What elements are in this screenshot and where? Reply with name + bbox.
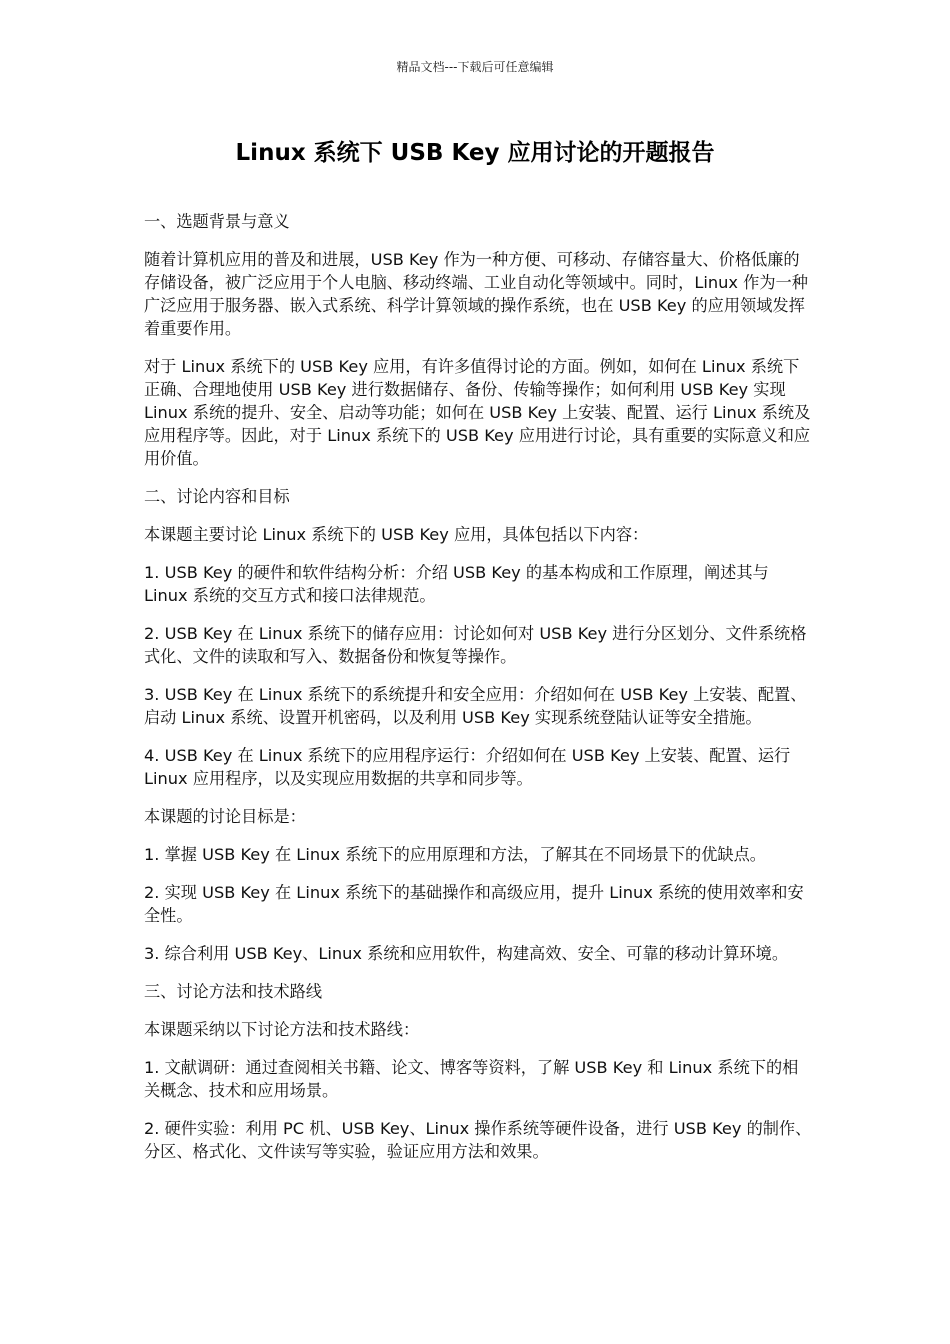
document-title: Linux 系统下 USB Key 应用讨论的开题报告 — [235, 140, 715, 166]
content-item-3: 3. USB Key 在 Linux 系统下的系统提升和安全应用：介绍如何在 USB Key 上安装、配置、启动 Linux 系统、设置开机密码，以及利用 USB Key 实现系统登陆认证等安全措施。 — [144, 685, 807, 727]
section-heading-methods: 三、讨论方法和技术路线 — [144, 982, 323, 1001]
method-item-1: 1. 文献调研：通过查阅相关书籍、论文、博客等资料，了解 USB Key 和 Linux 系统下的相关概念、技术和应用场景。 — [144, 1058, 799, 1100]
content-item-2: 2. USB Key 在 Linux 系统下的储存应用：讨论如何对 USB Key 进行分区划分、文件系统格式化、文件的读取和写入、数据备份和恢复等操作。 — [144, 624, 807, 666]
goal-item-3: 3. 综合利用 USB Key、Linux 系统和应用软件，构建高效、安全、可靠的移动计算环境。 — [144, 944, 789, 963]
paragraph-goals-intro: 本课题的讨论目标是： — [144, 807, 306, 826]
content-item-1: 1. USB Key 的硬件和软件结构分析：介绍 USB Key 的基本构成和工作原理，阐述其与 Linux 系统的交互方式和接口法律规范。 — [144, 563, 769, 605]
method-item-2: 2. 硬件实验：利用 PC 机、USB Key、Linux 操作系统等硬件设备，进行 USB Key 的制作、分区、格式化、文件读写等实验，验证应用方法和效果。 — [144, 1119, 812, 1161]
paragraph-significance: 对于 Linux 系统下的 USB Key 应用，有许多值得讨论的方面。例如，如何在 Linux 系统下正确、合理地使用 USB Key 进行数据储存、备份、传输等操作；如何利用 USB Key 实现 Linux 系统的提升、安全、启动等功能；如何在 USB Key 上安装、配置、运行 Linux 系统及应用程序等。因此，对于 Linux 系统下的 USB Key 应用进行讨论，具有重要的实际意义和应用价值。 — [144, 357, 811, 468]
section-heading-content: 二、讨论内容和目标 — [144, 487, 290, 506]
goal-item-1: 1. 掌握 USB Key 在 Linux 系统下的应用原理和方法，了解其在不同场景下的优缺点。 — [144, 845, 766, 864]
goal-item-2: 2. 实现 USB Key 在 Linux 系统下的基础操作和高级应用，提升 Linux 系统的使用效率和安全性。 — [144, 883, 804, 925]
page-header: 精品文档---下载后可任意编辑 — [396, 60, 554, 74]
paragraph-content-intro: 本课题主要讨论 Linux 系统下的 USB Key 应用，具体包括以下内容： — [144, 525, 649, 544]
paragraph-background: 随着计算机应用的普及和进展，USB Key 作为一种方便、可移动、存储容量大、价格低廉的存储设备，被广泛应用于个人电脑、移动终端、工业自动化等领域中。同时，Linux 作为一种广泛应用于服务器、嵌入式系统、科学计算领域的操作系统，也在 USB Key 的应用领域发挥着重要作用。 — [144, 250, 808, 338]
paragraph-methods-intro: 本课题采纳以下讨论方法和技术路线： — [144, 1020, 420, 1039]
section-heading-background: 一、选题背景与意义 — [144, 212, 290, 231]
document-body — [144, 210, 812, 1178]
content-item-4: 4. USB Key 在 Linux 系统下的应用程序运行：介绍如何在 USB Key 上安装、配置、运行 Linux 应用程序，以及实现应用数据的共享和同步等。 — [144, 746, 791, 788]
